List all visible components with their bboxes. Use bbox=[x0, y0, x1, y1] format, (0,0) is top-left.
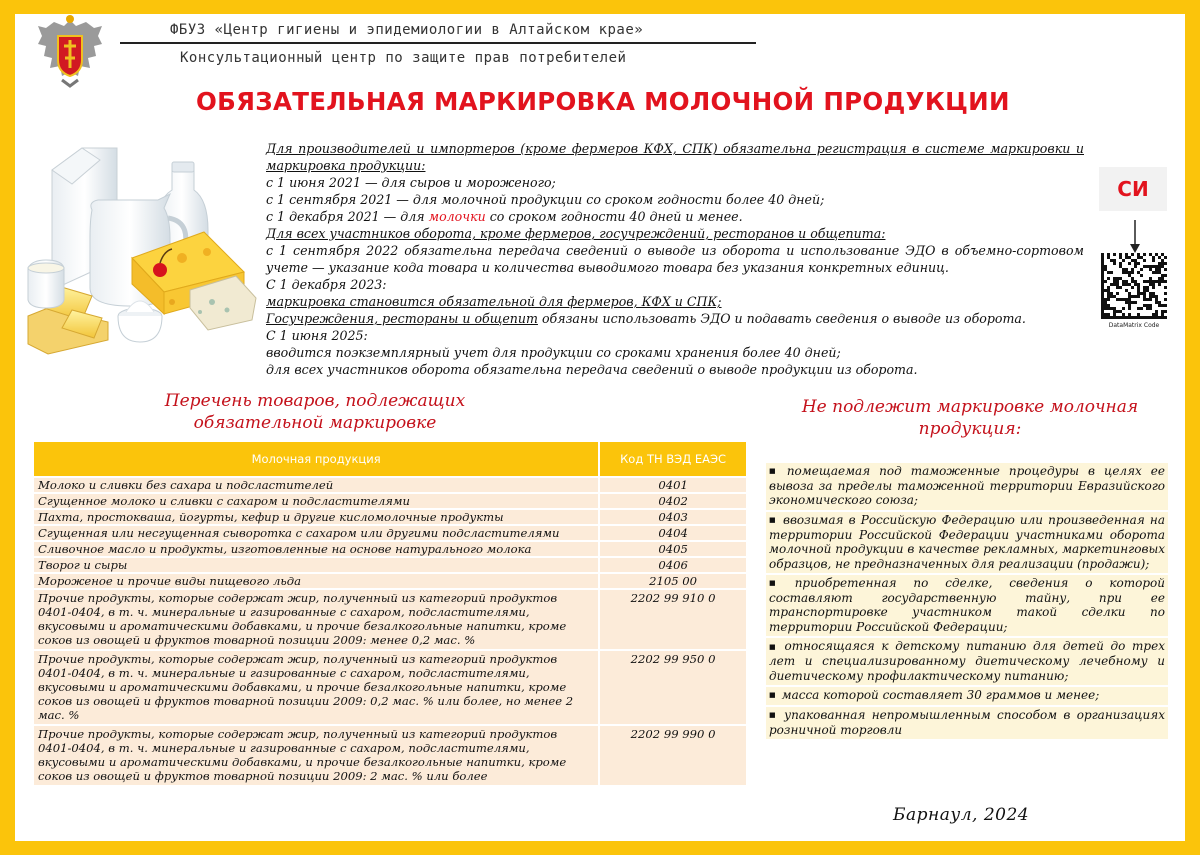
intro-date-2023: С 1 декабря 2023: bbox=[266, 277, 387, 292]
intro-gov bbox=[266, 310, 1084, 327]
codes-table bbox=[34, 442, 748, 785]
footer-city: Барнаул, 2024 bbox=[893, 805, 1030, 825]
intro-date-2025: С 1 июня 2025: bbox=[266, 328, 368, 343]
code-cell: 2202 99 910 0 bbox=[599, 589, 747, 650]
code-cell: 0405 bbox=[599, 541, 747, 557]
bullet-icon: ■ bbox=[769, 467, 781, 476]
intro-producers: Для производителей и импортеров (кроме фермеров КФХ, СПК) обязательна регистрация в системе маркировки и маркировка продукции: bbox=[266, 141, 1084, 173]
list-item-text: помещаемая под таможенные процедуры в целях ее вывоза за пределы таможенной территории Евразийского экономического союза; bbox=[769, 464, 1165, 508]
datamatrix-code bbox=[1101, 253, 1167, 319]
product-cell: Сливочное масло и продукты, изготовленные на основе натурального молока bbox=[34, 541, 599, 557]
table-row bbox=[34, 650, 747, 725]
intro-text bbox=[266, 140, 1084, 378]
list-item-text: ввозимая в Российскую Федерацию или произведенная на территории Российской Федерации участниками оборота молочной продукции в качестве рекламных, маркетинговых образцов, не предназначенных для реализации (продажи); bbox=[769, 512, 1165, 571]
product-cell: Мороженое и прочие виды пищевого льда bbox=[34, 573, 599, 589]
intro-farmers: маркировка становится обязательной для фермеров, КФХ и СПК; bbox=[266, 294, 722, 309]
code-cell: 0403 bbox=[599, 509, 747, 525]
table-row bbox=[34, 725, 747, 785]
list-item bbox=[766, 707, 1168, 741]
list-item bbox=[766, 638, 1168, 687]
intro-edo: с 1 сентября 2022 обязательна передача сведений о выводе из оборота и использование ЭДО в объемно-сортовом учете — указание кода товара и количества выводимого товара без указания конкретных единиц. bbox=[266, 243, 1084, 275]
code-cell: 2105 00 bbox=[599, 573, 747, 589]
list-item-text: относящаяся к детскому питанию для детей до трех лет и специализированному диетическому лечебному и диетическому профилактическому питанию; bbox=[769, 639, 1165, 683]
bullet-icon: ■ bbox=[769, 642, 779, 651]
arrow-down-icon bbox=[1128, 220, 1142, 254]
code-cell: 0401 bbox=[599, 477, 747, 493]
bullet-icon: ■ bbox=[769, 579, 789, 588]
list-item bbox=[766, 687, 1168, 707]
intro-gov-b: обязаны использовать ЭДО и подавать сведения о выводе из оборота. bbox=[537, 311, 1026, 326]
bullet-icon: ■ bbox=[769, 516, 777, 524]
qr-caption: DataMatrix Code bbox=[1108, 322, 1160, 329]
intro-all: для всех участников оборота обязательна передача сведений о выводе продукции из оборота. bbox=[266, 362, 918, 377]
list-item bbox=[766, 575, 1168, 638]
list-item-text: приобретенная по сделке, сведения о которой составляют государственную тайну, при ее транспортировке участником такой сделки по территории Российской Федерации; bbox=[769, 576, 1165, 634]
table-row bbox=[34, 573, 747, 589]
si-badge: СИ bbox=[1099, 167, 1167, 211]
emblem-icon bbox=[34, 14, 106, 88]
code-cell: 2202 99 950 0 bbox=[599, 650, 747, 725]
intro-gov-a: Госучреждения, рестораны и общепит bbox=[266, 311, 538, 326]
not-marked-list bbox=[766, 463, 1168, 741]
table-row bbox=[34, 525, 747, 541]
intro-date-3-c: со сроком годности 40 дней и менее. bbox=[485, 209, 743, 224]
product-cell: Прочие продукты, которые содержат жир, полученный из категорий продуктов 0401-0404, в т. ч. минеральные и газированные с сахаром, подсластителями, вкусовыми и ароматическими добавками, и прочие безалкогольные напитки, кроме соков из овощей и фруктов товарной позиции 2009: менее 0,2 мас. % bbox=[34, 589, 599, 650]
header-divider bbox=[120, 42, 756, 44]
bullet-icon: ■ bbox=[769, 711, 779, 719]
col-product-header: Молочная продукция bbox=[34, 442, 599, 477]
list-item-text: масса которой составляет 30 граммов и менее; bbox=[781, 688, 1100, 702]
table-header-row bbox=[34, 442, 747, 477]
table-row bbox=[34, 541, 747, 557]
product-cell: Прочие продукты, которые содержат жир, полученный из категорий продуктов 0401-0404, в т. ч. минеральные и газированные с сахаром, подсластителями, вкусовыми и ароматическими добавками, и прочие безалкогольные напитки, кроме соков из овощей и фруктов товарной позиции 2009: 2 мас. % или более bbox=[34, 725, 599, 785]
code-cell: 0402 bbox=[599, 493, 747, 509]
table-row bbox=[34, 557, 747, 573]
dairy-products-image bbox=[22, 140, 262, 360]
marked-list-heading: Перечень товаров, подлежащих обязательной маркировке bbox=[164, 391, 466, 433]
page-title: ОБЯЗАТЕЛЬНАЯ МАРКИРОВКА МОЛОЧНОЙ ПРОДУКЦИИ bbox=[196, 87, 1010, 116]
list-item bbox=[766, 512, 1168, 575]
product-cell: Пахта, простокваша, йогурты, кефир и другие кисломолочные продукты bbox=[34, 509, 599, 525]
col-code-header: Код ТН ВЭД ЕАЭС bbox=[599, 442, 747, 477]
bullet-icon: ■ bbox=[769, 691, 776, 700]
code-cell: 2202 99 990 0 bbox=[599, 725, 747, 785]
table-row bbox=[34, 477, 747, 493]
intro-date-3-a: с 1 декабря 2021 — для bbox=[266, 209, 429, 224]
table-row bbox=[34, 589, 747, 650]
product-cell: Творог и сыры bbox=[34, 557, 599, 573]
not-marked-heading: Не подлежит маркировке молочная продукция: bbox=[801, 397, 1139, 439]
product-cell: Молоко и сливки без сахара и подсластителей bbox=[34, 477, 599, 493]
intro-date-2: с 1 сентября 2021 — для молочной продукции со сроком годности более 40 дней; bbox=[266, 192, 825, 207]
intro-date-1: с 1 июня 2021 — для сыров и мороженого; bbox=[266, 175, 556, 190]
table-row bbox=[34, 493, 747, 509]
list-item-text: упакованная непромышленным способом в организациях розничной торговли bbox=[769, 707, 1165, 737]
product-cell: Сгущенная или несгущенная сыворотка с сахаром или другими подсластителями bbox=[34, 525, 599, 541]
org-subtitle: Консультационный центр по защите прав потребителей bbox=[180, 50, 627, 66]
product-cell: Прочие продукты, которые содержат жир, полученный из категорий продуктов 0401-0404, в т. ч. минеральные и газированные с сахаром, подсластителями, вкусовыми и ароматическими добавками, и прочие безалкогольные напитки, кроме соков из овощей и фруктов товарной позиции 2009: 0,2 мас. % или более, но менее 2 мас. % bbox=[34, 650, 599, 725]
product-cell: Сгущенное молоко и сливки с сахаром и подсластителями bbox=[34, 493, 599, 509]
code-cell: 0404 bbox=[599, 525, 747, 541]
org-name: ФБУЗ «Центр гигиены и эпидемиологии в Алтайском крае» bbox=[170, 22, 644, 38]
code-cell: 0406 bbox=[599, 557, 747, 573]
list-item bbox=[766, 463, 1168, 512]
intro-participants: Для всех участников оборота, кроме фермеров, госучреждений, ресторанов и общепита: bbox=[266, 226, 886, 241]
intro-date-3 bbox=[266, 208, 1084, 225]
table-row bbox=[34, 509, 747, 525]
intro-per-item: вводится поэкземплярный учет для продукции со сроками хранения более 40 дней; bbox=[266, 345, 841, 360]
intro-date-3-highlight: молочки bbox=[428, 209, 486, 224]
